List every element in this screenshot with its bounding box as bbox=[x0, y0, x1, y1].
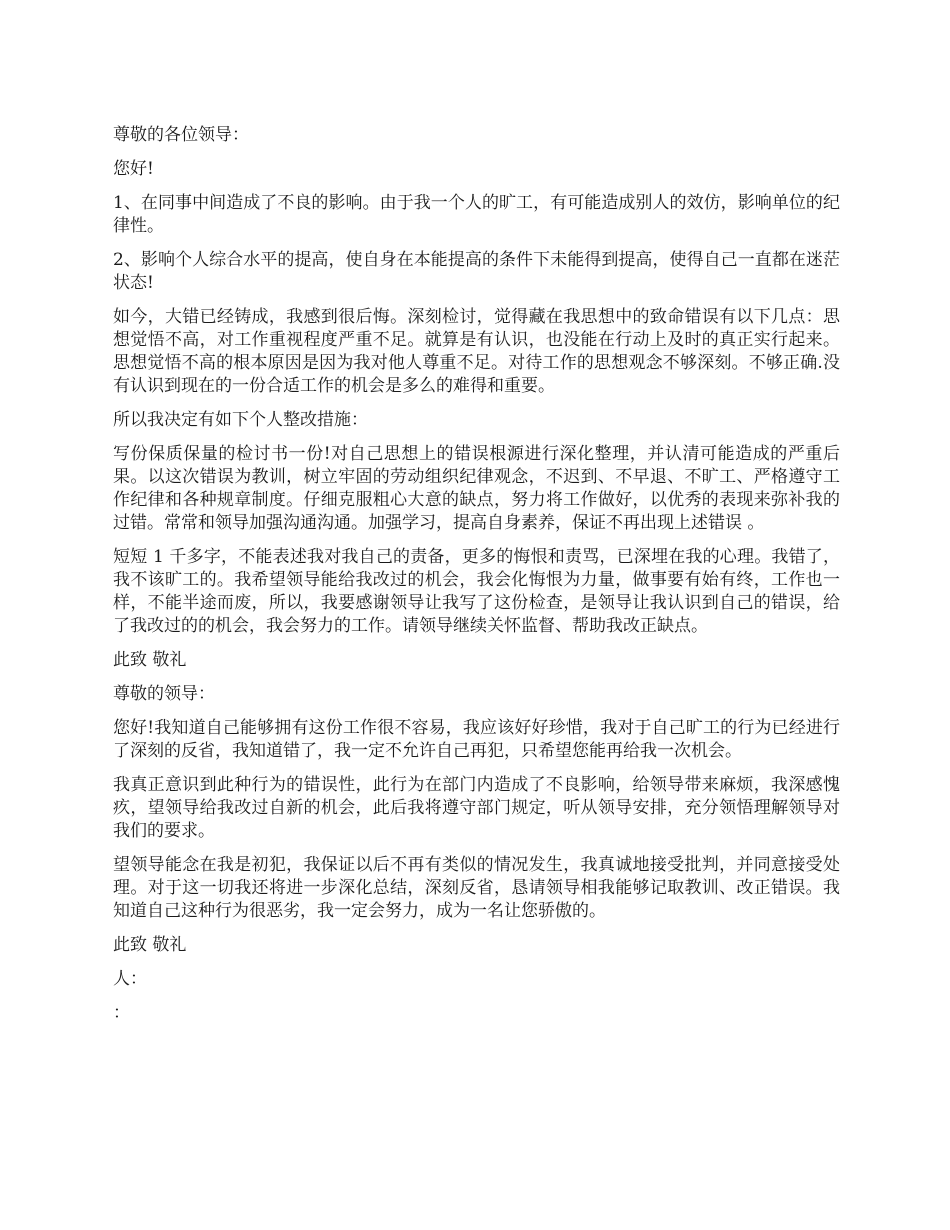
salutation: 尊敬的各位领导： bbox=[113, 125, 249, 145]
closing: 此致 敬礼 bbox=[113, 650, 187, 670]
paragraph: 您好!我知道自己能够拥有这份工作很不容易，我应该好好珍惜，我对于自己旷工的行为已经进行了深刻的反省，我知道错了，我一定不允许自己再犯，只希望您能再给我一次机会。 bbox=[113, 718, 840, 761]
closing: 此致 敬礼 bbox=[113, 935, 187, 955]
paragraph: 所以我决定有如下个人整改措施： bbox=[113, 410, 368, 430]
paragraph: 我真正意识到此种行为的错误性，此行为在部门内造成了不良影响，给领导带来麻烦，我深感愧疚，望领导给我改过自新的机会，此后我将遵守部门规定，听从领导安排，充分领悟理解领导对我们的要求。 bbox=[113, 775, 840, 841]
paragraph: 1、在同事中间造成了不良的影响。由于我一个人的旷工，有可能造成别人的效仿，影响单位的纪律性。 bbox=[113, 193, 840, 236]
paragraph: 短短 1 千多字，不能表述我对我自己的责备，更多的悔恨和责骂，已深埋在我的心理。我错了，我不该旷工的。我希望领导能给我改过的机会，我会化悔恨为力量，做事要有始有终，工作也一样，不能半途而废，所以，我要感谢领导让我写了这份检查，是领导让我认识到自己的错误，给了我改过的的机会，我会努力的工作。请领导继续关怀监督、帮助我改正缺点。 bbox=[113, 547, 840, 636]
signature-label: 人： bbox=[113, 969, 147, 989]
document-body bbox=[113, 124, 840, 1036]
greeting: 您好! bbox=[113, 159, 154, 179]
paragraph: 望领导能念在我是初犯，我保证以后不再有类似的情况发生，我真诚地接受批判，并同意接受处理。对于这一切我还将进一步深化总结，深刻反省，恳请领导相我能够记取教训、改正错误。我知道自己这种行为很恶劣，我一定会努力，成为一名让您骄傲的。 bbox=[113, 855, 840, 921]
paragraph: 如今，大错已经铸成，我感到很后悔。深刻检讨，觉得藏在我思想中的致命错误有以下几点：思想觉悟不高，对工作重视程度严重不足。就算是有认识，也没能在行动上及时的真正实行起来。 思想觉悟不高的根本原因是因为我对他人尊重不足。对待工作的思想观念不够深刻。不够正确.没有认识到现在的一份合适工作的机会是多么的难得和重要。 bbox=[113, 307, 840, 396]
paragraph: 写份保质保量的检讨书一份!对自己思想上的错误根源进行深化整理，并认清可能造成的严重后果。以这次错误为教训，树立牢固的劳动组织纪律观念，不迟到、不早退、不旷工、严格遵守工作纪律和各种规章制度。仔细克服粗心大意的缺点，努力将工作做好，以优秀的表现来弥补我的过错。常常和领导加强沟通沟通。加强学习，提高自身素养，保证不再出现上述错误 。 bbox=[113, 444, 840, 533]
date-label: ： bbox=[113, 1003, 130, 1023]
salutation: 尊敬的领导： bbox=[113, 684, 215, 704]
paragraph: 2、影响个人综合水平的提高，使自身在本能提高的条件下未能得到提高，使得自己一直都在迷茫状态! bbox=[113, 250, 840, 293]
